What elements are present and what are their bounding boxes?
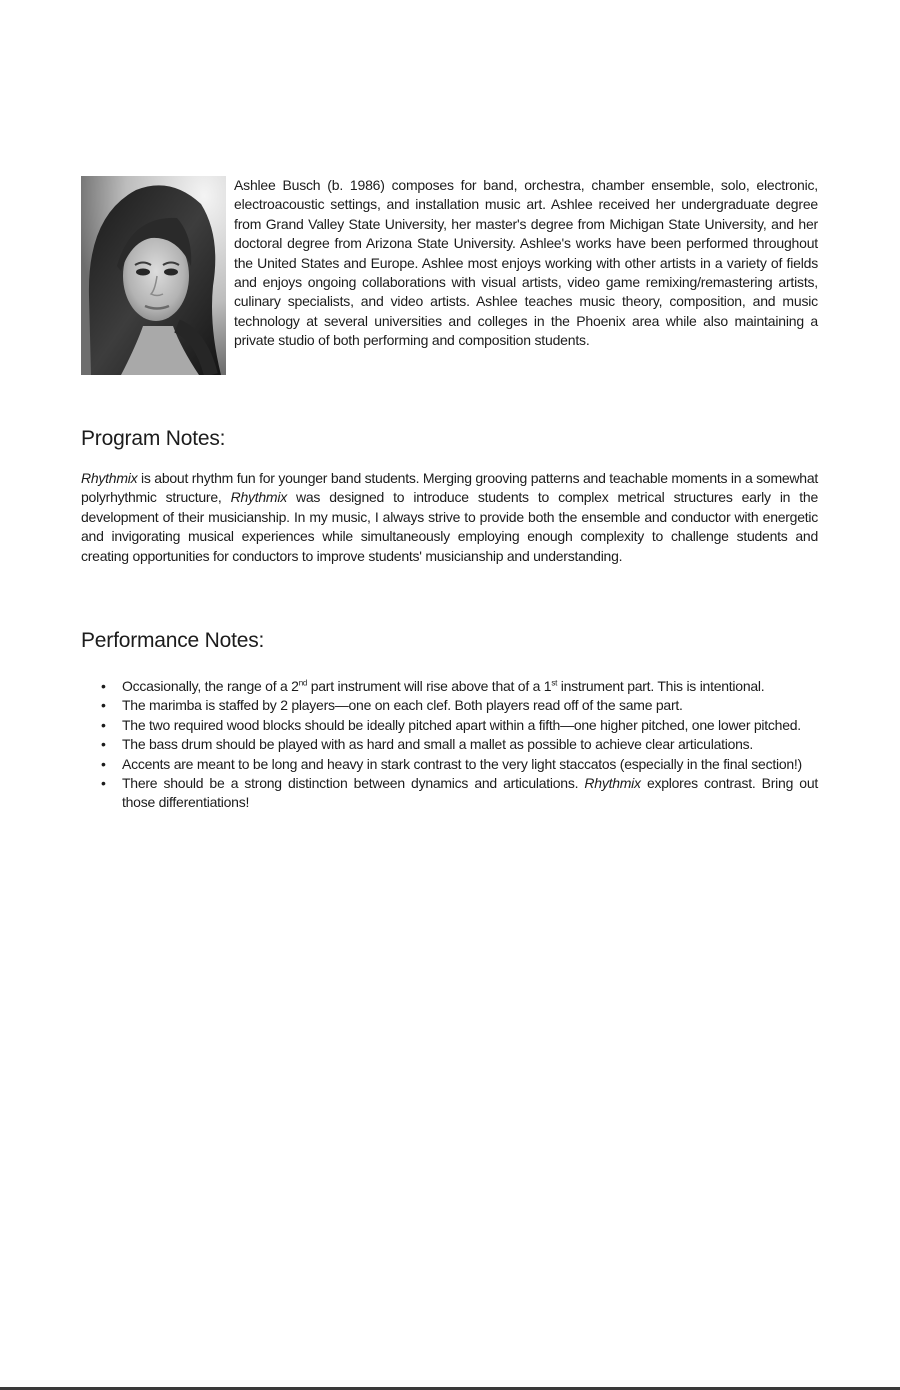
list-item: • Occasionally, the range of a 2nd part instrument will rise above that of a 1st instrument part. This is intentional. — [81, 677, 818, 696]
bullet-icon: • — [101, 678, 106, 694]
bullet-icon: • — [101, 775, 106, 792]
list-item: • There should be a strong distinction between dynamics and articulations. Rhythmix explores contrast. Bring out those differentiations! — [101, 775, 819, 811]
composer-portrait-photo — [81, 176, 226, 375]
bullet-icon: • — [101, 716, 106, 733]
list-item: • The two required wood blocks should be ideally pitched apart within a fifth—one higher pitched, one lower pitched. — [81, 716, 818, 735]
bullet-icon: • — [101, 736, 106, 753]
performance-notes-heading: Performance Notes: — [81, 629, 265, 652]
composer-bio-text: Ashlee Busch (b. 1986) composes for band, orchestra, chamber ensemble, solo, electronic, electroacoustic settings, and installation music art. Ashlee received her undergraduate degree from Grand Valley State University, her master's degree from Michigan State University, and her doctoral degree from Arizona State University. Ashlee's works have been performed throughout the United States and Europe. Ashlee most enjoys working with other artists in a variety of fields and enjoys ongoing collaborations with visual artists, video game remixing/remastering artists, culinary specialists, and video artists. Ashlee teaches music theory, composition, and music technology at several universities and colleges in the Phoenix area while also maintaining a private studio of both performing and composition students. — [234, 177, 818, 349]
bullet-icon: • — [101, 755, 106, 772]
program-notes-sentence-1: is about rhythm fun for younger band students. Merging grooving patterns and teachable moments in a somewhat polyrhythmic structure, — [81, 470, 818, 506]
composer-bio — [81, 176, 818, 375]
piece-title-italic: Rhythmix — [230, 489, 287, 506]
list-item: • Accents are meant to be long and heavy in stark contrast to the very light staccatos (especially in the final section!) — [81, 755, 818, 774]
piece-title-italic: Rhythmix — [81, 470, 138, 486]
list-item: • The marimba is staffed by 2 players—one on each clef. Both players read off of the same part. — [81, 696, 818, 715]
program-notes-sentence-2: was designed to introduce students to complex metrical structures early in the development of their musicianship. In my music, I always strive to provide both the ensemble and conductor with energetic and invigorating musical experiences while simultaneously employing enough complexity to challenge students and creating opportunities for conductors to improve students' musicianship and understanding. — [81, 489, 818, 564]
performance-notes-list — [81, 677, 818, 813]
program-notes-text — [81, 469, 818, 566]
bullet-icon: • — [101, 697, 106, 714]
list-item: • The bass drum should be played with as hard and small a mallet as possible to achieve clear articulations. — [81, 735, 818, 754]
program-notes-heading: Program Notes: — [81, 427, 226, 450]
